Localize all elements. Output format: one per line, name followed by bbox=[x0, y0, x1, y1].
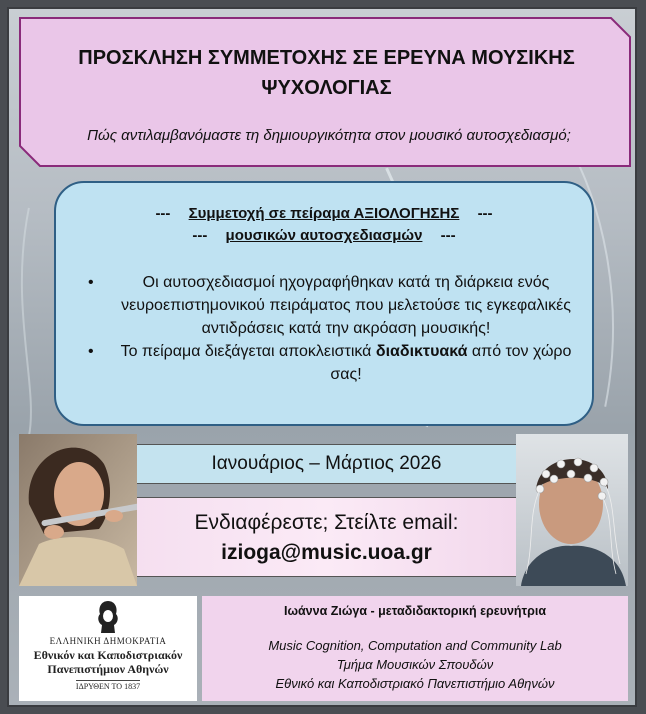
bullet-text-2b: από τον χώρο σας! bbox=[330, 343, 572, 383]
info-heading bbox=[56, 203, 592, 247]
info-heading-line-1: Συμμετοχή σε πείραμα ΑΞΙΟΛΟΓΗΣΗΣ bbox=[188, 205, 460, 222]
date-range: Ιανουάριος – Μάρτιος 2026 bbox=[137, 444, 516, 484]
dashes-right-1: --- bbox=[477, 205, 493, 222]
bullet-item bbox=[76, 271, 576, 340]
bullet-text-1: Οι αυτοσχεδιασμοί ηχογραφήθηκαν κατά τη διάρκεια ενός νευροεπιστημονικού πειράματος που μελετούσε τις εγκεφαλικές αντιδράσεις κατά την ακρόαση μουσικής! bbox=[121, 274, 571, 337]
athena-emblem-icon bbox=[93, 599, 123, 637]
credits-box bbox=[202, 596, 628, 701]
bullet-text-2a: Το πείραμα διεξάγεται αποκλειστικά bbox=[120, 343, 376, 360]
dashes-left-1: --- bbox=[155, 205, 171, 222]
eeg-participant-photo bbox=[516, 434, 628, 586]
university-logo bbox=[19, 596, 197, 701]
logo-line-1: ΕΛΛΗΝΙΚΗ ΔΗΜΟΚΡΑΤΙΑ bbox=[49, 636, 167, 646]
logo-line-3: Πανεπιστήμιον Αθηνών bbox=[47, 662, 169, 676]
info-box bbox=[54, 181, 594, 426]
title-banner bbox=[19, 17, 631, 167]
contact-email-link[interactable]: izioga@music.uoa.gr bbox=[221, 541, 432, 564]
info-heading-line-2: μουσικών αυτοσχεδιασμών bbox=[225, 227, 423, 244]
bullet-dot-icon: • bbox=[88, 343, 94, 360]
subtitle: Πώς αντιλαμβανόμαστε τη δημιουργικότητα στον μουσικό αυτοσχεδιασμό; bbox=[87, 127, 571, 144]
logo-line-2: Εθνικόν και Καποδιστριακόν bbox=[33, 648, 183, 662]
title-line-2: ΨΥΧΟΛΟΓΙΑΣ bbox=[261, 77, 392, 99]
affiliation bbox=[202, 636, 628, 693]
department-name: Τμήμα Μουσικών Σπουδών bbox=[336, 657, 494, 672]
bullet-dot-icon: • bbox=[88, 274, 94, 291]
bullet-text-2-bold: διαδικτυακά bbox=[375, 343, 468, 360]
page-title bbox=[39, 43, 614, 103]
title-line-1: ΠΡΟΣΚΛΗΣΗ ΣΥΜΜΕΤΟΧΗΣ ΣΕ ΕΡΕΥΝΑ ΜΟΥΣΙΚΗΣ bbox=[78, 47, 575, 69]
university-name: Εθνικό και Καποδιστριακό Πανεπιστήμιο Αθηνών bbox=[275, 676, 555, 691]
logo-line-4: ΙΔΡΥΘΕΝ ΤΟ 1837 bbox=[75, 682, 141, 691]
bullet-item bbox=[76, 340, 576, 386]
flute-player-photo bbox=[19, 434, 137, 586]
info-bullets bbox=[76, 271, 576, 386]
researcher-name: Ιωάννα Ζιώγα - μεταδιδακτορική ερευνήτρια bbox=[283, 604, 547, 618]
dashes-right-2: --- bbox=[440, 227, 456, 244]
contact-question: Ενδιαφέρεστε; Στείλτε email: bbox=[194, 511, 459, 534]
contact-box bbox=[137, 497, 516, 577]
lab-name: Music Cognition, Computation and Community Lab bbox=[268, 638, 562, 653]
poster bbox=[7, 7, 637, 707]
dashes-left-2: --- bbox=[192, 227, 208, 244]
